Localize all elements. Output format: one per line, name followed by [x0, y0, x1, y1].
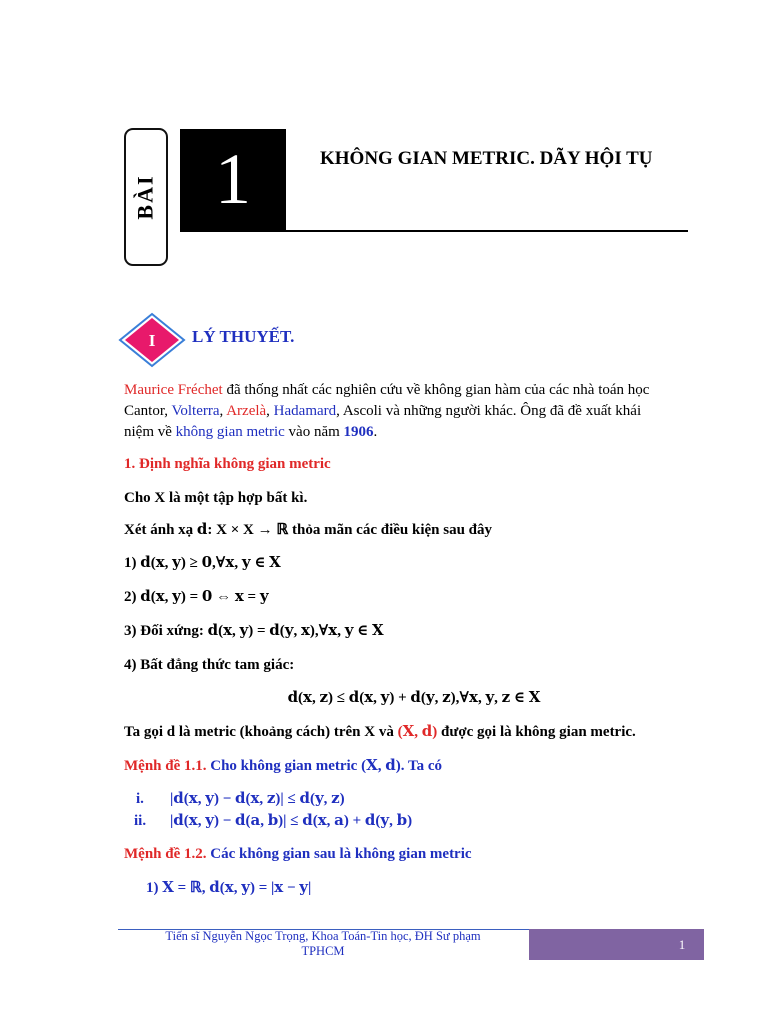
- intro-text: niệm về: [124, 424, 176, 440]
- proposition-label: Mệnh đề 1.1.: [124, 758, 207, 774]
- definition-line-1: Cho X là một tập hợp bất kì.: [124, 490, 308, 506]
- intro-line-2: [124, 401, 641, 422]
- conclusion-text: Ta gọi d là metric (khoảng cách) trên X và: [124, 724, 398, 740]
- name-hadamard: Hadamard: [273, 403, 337, 419]
- triangle-inequality: 𝐝(𝐱, 𝐳) ≤ 𝐝(𝐱, 𝐲) + 𝐝(𝐲, 𝐳),∀𝐱, 𝐲, 𝐳 ∈ 𝐗: [287, 690, 541, 706]
- name-frechet: Maurice Fréchet: [124, 382, 223, 398]
- term-metric-space: không gian metric: [175, 424, 285, 440]
- condition-2: 2) 𝐝(𝐱, 𝐲) = 𝟎 ⇔ 𝐱 = 𝐲: [124, 589, 269, 605]
- intro-text: ,: [266, 403, 274, 419]
- intro-text: vào năm: [284, 424, 344, 440]
- proposition-item-formula: |𝐝(𝐱, 𝐲) − 𝐝(𝐚, 𝐛)| ≤ 𝐝(𝐱, 𝐚) + 𝐝(𝐲, 𝐛): [170, 813, 413, 829]
- definition-heading: 1. Định nghĩa không gian metric: [124, 456, 331, 472]
- title-underline: [180, 230, 688, 232]
- condition-3: 3) Đối xứng: 𝐝(𝐱, 𝐲) = 𝐝(𝐲, 𝐱),∀𝐱, 𝐲 ∈ 𝐗: [124, 623, 384, 639]
- intro-text: đã thống nhất các nghiên cứu về không gian hàm của các nhà toán học: [222, 382, 650, 398]
- year: 1906: [343, 424, 374, 440]
- intro-text: .: [373, 424, 378, 440]
- intro-line-1: [124, 380, 649, 401]
- page-number: 1: [678, 936, 686, 952]
- metric-space-notation: (𝐗, 𝐝): [397, 724, 438, 740]
- conclusion-text: được gọi là không gian metric.: [437, 724, 636, 740]
- proposition-item-marker: i.: [136, 791, 144, 807]
- footer-author: [118, 929, 528, 959]
- proposition-item-formula: |𝐝(𝐱, 𝐲) − 𝐝(𝐱, 𝐳)| ≤ 𝐝(𝐲, 𝐳): [170, 791, 345, 807]
- lesson-label: [124, 128, 168, 266]
- section-title: LÝ THUYẾT.: [192, 327, 295, 346]
- footer-line-2: TPHCM: [301, 944, 345, 958]
- name-volterra: Volterra: [171, 403, 220, 419]
- definition-conclusion: [124, 722, 636, 743]
- proposition-1-2-item-1: 1) 𝐗 = ℝ, 𝐝(𝐱, 𝐲) = |𝐱 − 𝐲|: [146, 880, 312, 896]
- section-numeral: I: [148, 331, 156, 350]
- name-arzela: Arzelà: [226, 403, 267, 419]
- proposition-text: Cho không gian metric (𝐗, 𝐝). Ta có: [206, 758, 442, 774]
- definition-line-2: Xét ánh xạ 𝐝: X × X → ℝ thỏa mãn các điều kiện sau đây: [124, 522, 493, 538]
- page-title: KHÔNG GIAN METRIC. DÃY HỘI TỤ: [320, 148, 653, 169]
- lesson-label-text: BÀI: [133, 174, 158, 220]
- intro-text: ,: [219, 403, 227, 419]
- proposition-1-2: [124, 844, 472, 865]
- section-diamond-icon: [118, 312, 186, 368]
- proposition-1-1: [124, 756, 442, 777]
- condition-4: 4) Bất đẳng thức tam giác:: [124, 657, 295, 673]
- proposition-label: Mệnh đề 1.2.: [124, 846, 207, 862]
- lesson-number: 1: [180, 129, 286, 230]
- intro-text: Cantor,: [124, 403, 172, 419]
- condition-1: 1) 𝐝(𝐱, 𝐲) ≥ 𝟎,∀𝐱, 𝐲 ∈ 𝐗: [124, 555, 281, 571]
- proposition-text: Các không gian sau là không gian metric: [206, 846, 472, 862]
- intro-text: , Ascoli và những người khác. Ông đã đề xuất khái: [336, 403, 642, 419]
- footer-line-1: Tiến sĩ Nguyễn Ngọc Trọng, Khoa Toán-Tin học, ĐH Sư phạm: [165, 929, 481, 943]
- intro-line-3: [124, 422, 377, 443]
- proposition-item-marker: ii.: [134, 813, 147, 829]
